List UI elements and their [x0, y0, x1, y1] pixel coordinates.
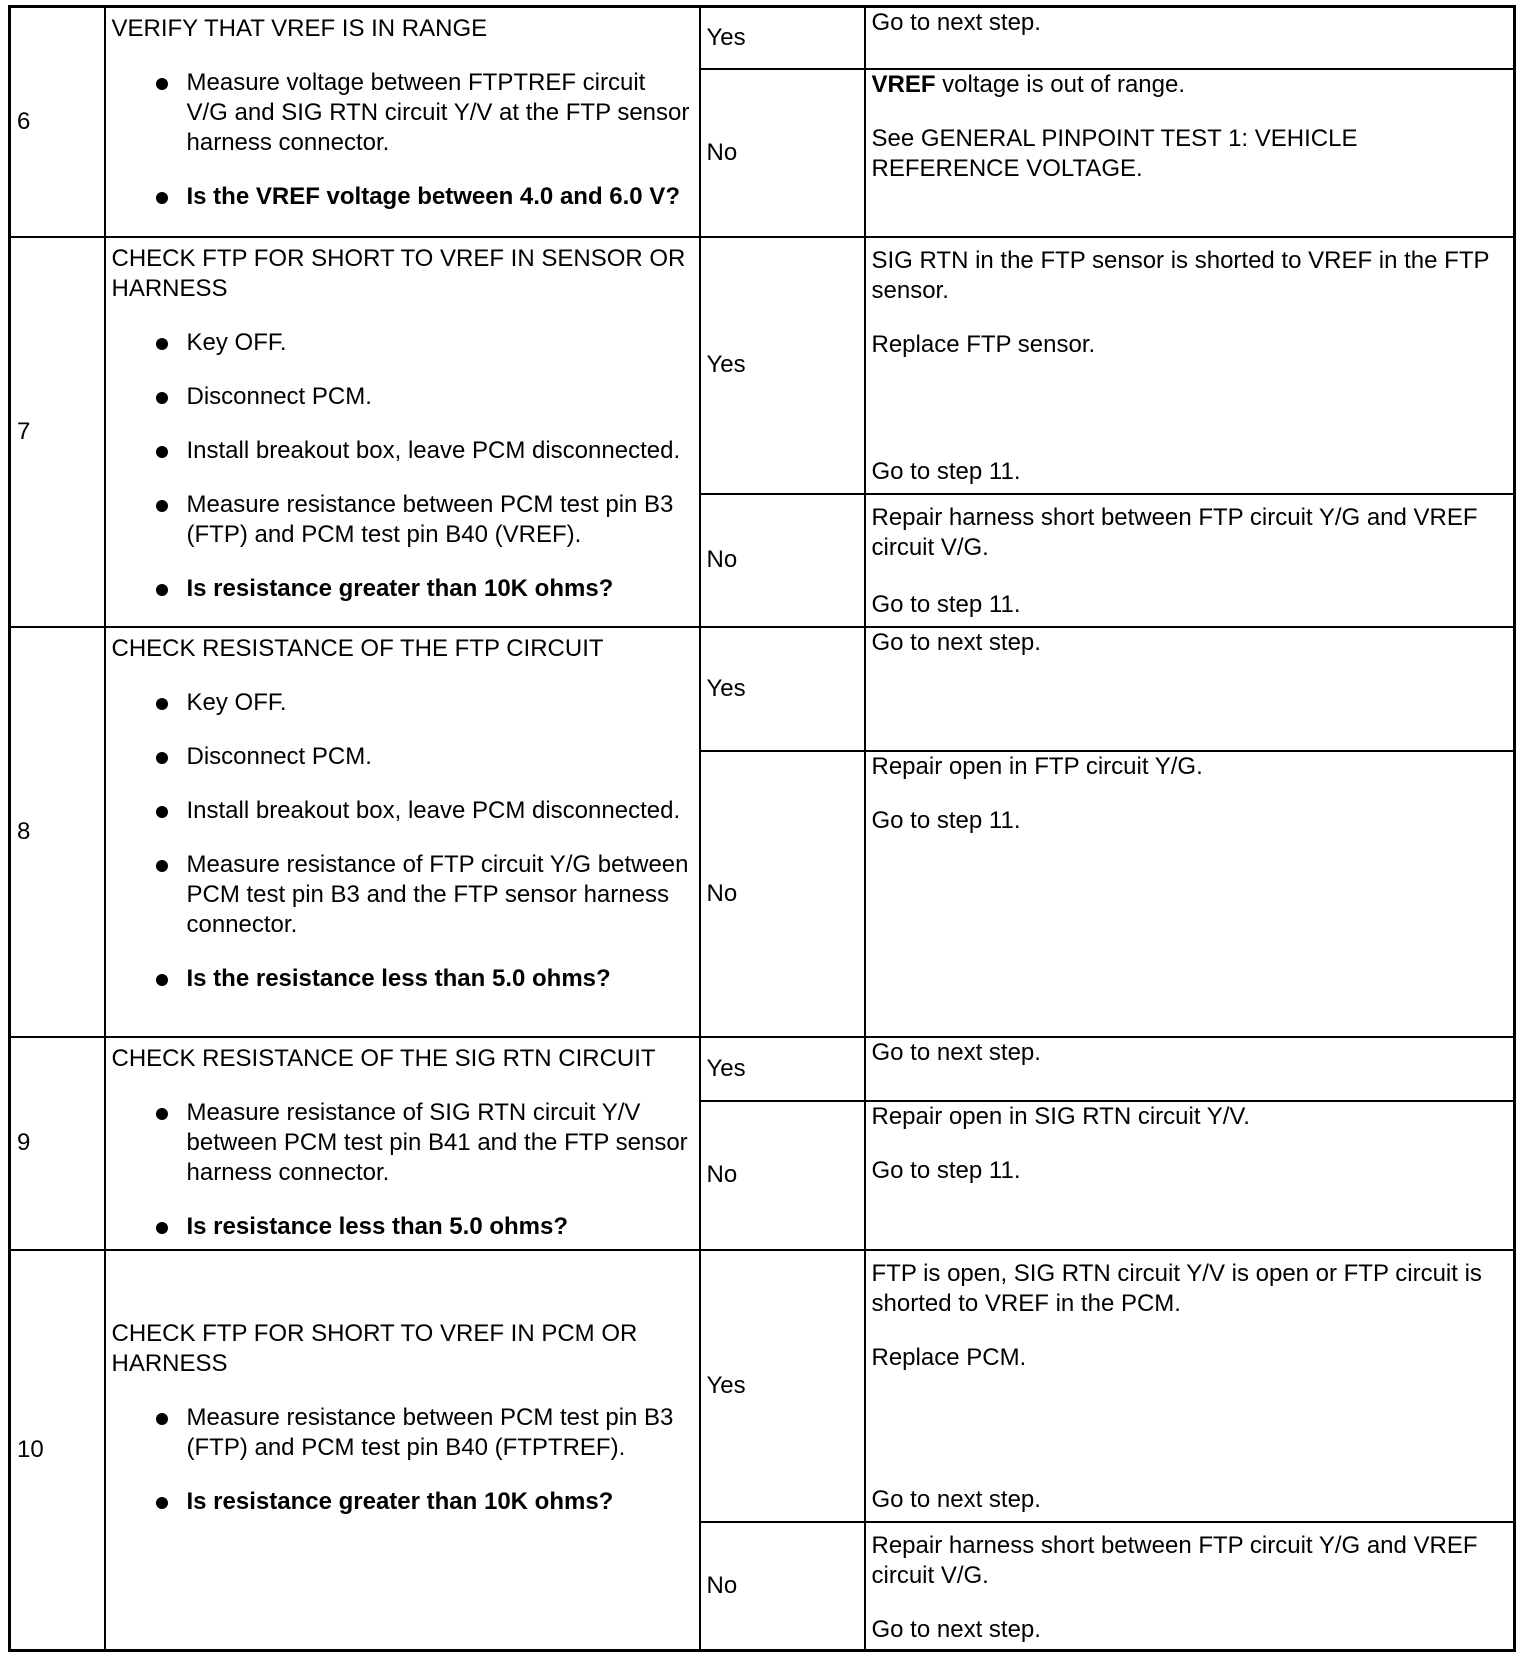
test-step-cell [105, 7, 700, 237]
action-cell [865, 1522, 1515, 1651]
action-cell [865, 69, 1515, 237]
test-action-item: Key OFF. [112, 328, 693, 358]
test-action-list [112, 1403, 693, 1587]
action-cell [865, 237, 1515, 494]
answer-yes: Yes [706, 351, 746, 378]
test-question: Is the VREF voltage between 4.0 and 6.0 V? [112, 182, 693, 212]
test-action-list [112, 688, 693, 994]
action-cell [865, 7, 1515, 69]
test-action-list [112, 328, 693, 604]
test-action-list [112, 1098, 693, 1242]
action-text: Repair open in SIG RTN circuit Y/V. [871, 1102, 1250, 1130]
answer-yes-cell [700, 627, 865, 751]
answer-no-cell [700, 1101, 865, 1250]
step-number: 8 [17, 817, 31, 845]
action-cell [865, 1250, 1515, 1522]
step-10-yes-row [10, 1250, 1515, 1522]
test-action-item: Measure resistance of FTP circuit Y/G between PCM test pin B3 and the FTP sensor harness connector. [112, 850, 693, 940]
action-text: Go to step 11. [871, 457, 1021, 485]
test-action-item: Measure resistance between PCM test pin B3 (FTP) and PCM test pin B40 (FTPTREF). [112, 1403, 693, 1463]
answer-no: No [706, 138, 738, 166]
answer-yes-cell [700, 237, 865, 494]
action-cell [865, 751, 1515, 1037]
step-number: 10 [17, 1435, 44, 1463]
step-number-cell [10, 627, 105, 1037]
step-number: 6 [17, 107, 31, 135]
answer-no: No [706, 546, 738, 573]
step-6-yes-row [10, 7, 1515, 69]
test-action-item: Measure resistance of SIG RTN circuit Y/V between PCM test pin B41 and the FTP sensor harness connector. [112, 1098, 693, 1188]
action-text: Replace FTP sensor. [871, 330, 1096, 358]
test-action-item: Measure voltage between FTPTREF circuit V/G and SIG RTN circuit Y/V at the FTP sensor harness connector. [112, 68, 693, 158]
test-question: Is resistance less than 5.0 ohms? [112, 1212, 693, 1242]
action-text: Repair open in FTP circuit Y/G. [871, 752, 1203, 780]
step-9-yes-row [10, 1037, 1515, 1101]
test-question: Is resistance greater than 10K ohms? [112, 1487, 693, 1517]
test-action-item: Install breakout box, leave PCM disconnected. [112, 436, 693, 466]
test-action-item: Install breakout box, leave PCM disconnected. [112, 796, 693, 826]
action-text: Go to next step. [871, 628, 1041, 656]
test-question: Is resistance greater than 10K ohms? [112, 574, 693, 604]
test-step-cell [105, 1250, 700, 1651]
answer-no-cell [700, 494, 865, 627]
action-text: Go to next step. [871, 9, 1041, 36]
answer-no-cell [700, 1522, 865, 1651]
action-cell [865, 1101, 1515, 1250]
test-step-cell [105, 627, 700, 1037]
action-text: Go to next step. [871, 1485, 1041, 1513]
step-title: CHECK FTP FOR SHORT TO VREF IN SENSOR OR HARNESS [111, 244, 686, 302]
step-title: CHECK FTP FOR SHORT TO VREF IN PCM OR HARNESS [111, 1319, 638, 1377]
step-title: CHECK RESISTANCE OF THE FTP CIRCUIT [111, 634, 604, 662]
action-cell [865, 1037, 1515, 1101]
test-step-cell [105, 237, 700, 627]
action-text: VREF voltage is out of range. [871, 70, 1186, 98]
answer-no: No [706, 1161, 738, 1188]
action-text: FTP is open, SIG RTN circuit Y/V is open or FTP circuit is shorted to VREF in the PCM. [871, 1259, 1482, 1317]
action-text: Go to step 11. [871, 806, 1021, 834]
answer-yes-cell [700, 1037, 865, 1101]
action-cell [865, 494, 1515, 627]
answer-yes: Yes [706, 1371, 746, 1399]
test-action-item: Key OFF. [112, 688, 693, 718]
answer-no: No [706, 879, 738, 907]
answer-no-cell [700, 69, 865, 237]
action-text: Repair harness short between FTP circuit Y/G and VREF circuit V/G. [871, 1531, 1478, 1589]
step-7-yes-row [10, 237, 1515, 494]
test-step-cell [105, 1037, 700, 1250]
test-action-item: Measure resistance between PCM test pin B3 (FTP) and PCM test pin B40 (VREF). [112, 490, 693, 550]
step-title: CHECK RESISTANCE OF THE SIG RTN CIRCUIT [111, 1044, 656, 1072]
action-text: Go to next step. [871, 1615, 1041, 1643]
step-number-cell [10, 1250, 105, 1651]
step-number-cell [10, 7, 105, 237]
action-text: SIG RTN in the FTP sensor is shorted to VREF in the FTP sensor. [871, 246, 1490, 304]
step-number: 7 [17, 417, 31, 445]
action-text: See GENERAL PINPOINT TEST 1: VEHICLE REFERENCE VOLTAGE. [871, 124, 1358, 182]
step-number-cell [10, 237, 105, 627]
test-action-item: Disconnect PCM. [112, 742, 693, 772]
pinpoint-test-table [8, 5, 1516, 1652]
answer-yes-cell [700, 1250, 865, 1522]
test-question: Is the resistance less than 5.0 ohms? [112, 964, 693, 994]
step-title: VERIFY THAT VREF IS IN RANGE [111, 15, 488, 42]
step-number: 9 [17, 1129, 31, 1156]
test-action-item: Disconnect PCM. [112, 382, 693, 412]
answer-no-cell [700, 751, 865, 1037]
answer-yes-cell [700, 7, 865, 69]
action-text: Repair harness short between FTP circuit Y/G and VREF circuit V/G. [871, 503, 1478, 561]
action-text: Go to step 11. [871, 1156, 1021, 1184]
step-8-yes-row [10, 627, 1515, 751]
action-text: Go to next step. [871, 1038, 1041, 1066]
action-cell [865, 627, 1515, 751]
step-number-cell [10, 1037, 105, 1250]
answer-no: No [706, 1571, 738, 1599]
answer-yes: Yes [706, 1054, 746, 1082]
action-text: Replace PCM. [871, 1343, 1027, 1371]
answer-yes: Yes [706, 23, 746, 51]
answer-yes: Yes [706, 674, 746, 702]
action-text: Go to step 11. [871, 590, 1021, 618]
test-action-list [112, 68, 693, 212]
